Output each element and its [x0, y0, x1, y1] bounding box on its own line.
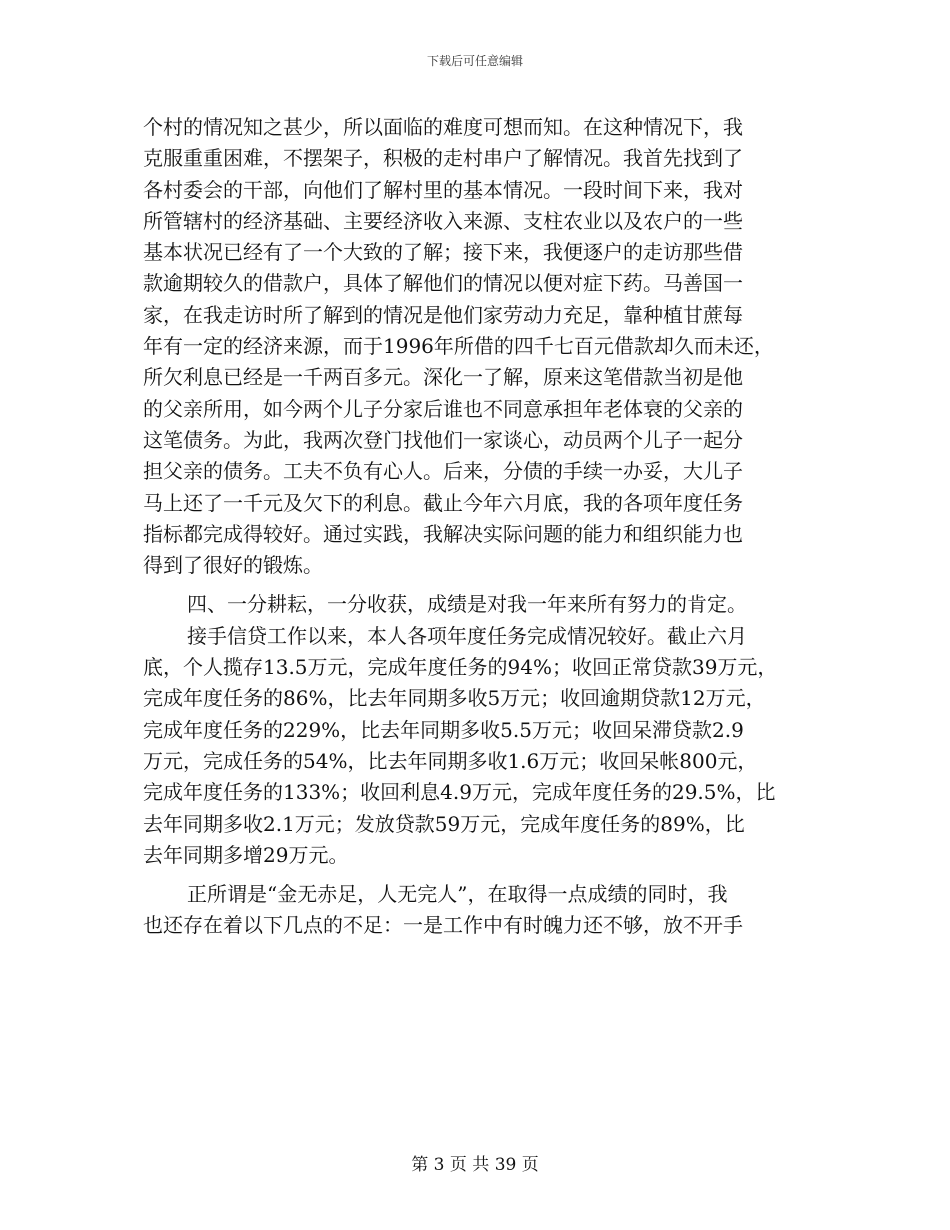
text-line: 四、一分耕耘，一分收获，成绩是对我一年来所有努力的肯定。: [187, 592, 747, 617]
text-line: 也还存在着以下几点的不足：一是工作中有时魄力还不够，放不开手: [143, 913, 743, 938]
text-line: 克服重重困难，不摆架子，积极的走村串户了解情况。我首先找到了: [143, 146, 743, 171]
text-line: 所欠利息已经是一千两百多元。深化一了解，原来这笔借款当初是他: [143, 365, 743, 390]
text-line: 基本状况已经有了一个大致的了解；接下来，我便逐户的走访那些借: [143, 240, 743, 265]
text-line: 这笔债务。为此，我两次登门找他们一家谈心，动员两个儿子一起分: [143, 427, 743, 452]
text-line: 担父亲的债务。工夫不负有心人。后来，分债的手续一办妥，大儿子: [143, 459, 743, 484]
text-line: 所管辖村的经济基础、主要经济收入来源、支柱农业以及农户的一些: [143, 208, 743, 233]
text-line: 完成年度任务的86%，比去年同期多收5万元；收回逾期贷款12万元，: [143, 686, 766, 711]
text-line: 接手信贷工作以来，本人各项年度任务完成情况较好。截止六月: [187, 623, 747, 648]
text-line: 指标都完成得较好。通过实践，我解决实际问题的能力和组织能力也: [143, 521, 743, 546]
page-header-note: 下载后可任意编辑: [426, 54, 523, 68]
text-line: 的父亲所用，如今两个儿子分家后谁也不同意承担年老体衰的父亲的: [143, 396, 743, 421]
text-line: 去年同期多收2.1万元；发放贷款59万元，完成年度任务的89%，比: [143, 811, 745, 836]
text-line: 万元，完成任务的54%，比去年同期多收1.6万元；收回呆帐800元，: [143, 748, 758, 773]
text-line: 底，个人揽存13.5万元，完成年度任务的94%；收回正常贷款39万元，: [143, 655, 778, 680]
page-footer-number: 第 3 页 共 39 页: [411, 1155, 539, 1175]
text-line: 款逾期较久的借款户，具体了解他们的情况以便对症下药。马善国一: [143, 271, 743, 296]
body-text: [143, 112, 823, 942]
text-line: 家，在我走访时所了解到的情况是他们家劳动力充足，靠种植甘蔗每: [143, 302, 743, 327]
text-line: 得到了很好的锻炼。: [143, 553, 323, 578]
text-line: 正所谓是“金无赤足，人无完人”，在取得一点成绩的同时，我: [187, 882, 728, 907]
text-line: 个村的情况知之甚少，所以面临的难度可想而知。在这种情况下，我: [143, 115, 743, 139]
text-line: 年有一定的经济来源，而于1996年所借的四千七百元借款却久而未还，: [143, 334, 774, 359]
text-line: 各村委会的干部，向他们了解村里的基本情况。一段时间下来，我对: [143, 177, 743, 202]
text-line: 完成年度任务的229%，比去年同期多收5.5万元；收回呆滞贷款2.9: [143, 717, 744, 742]
text-line: 去年同期多增29万元。: [143, 842, 349, 867]
text-line: 马上还了一千元及欠下的利息。截止今年六月底，我的各项年度任务: [143, 490, 743, 515]
text-line: 完成年度任务的133%；收回利息4.9万元，完成年度任务的29.5%，比: [143, 780, 776, 805]
